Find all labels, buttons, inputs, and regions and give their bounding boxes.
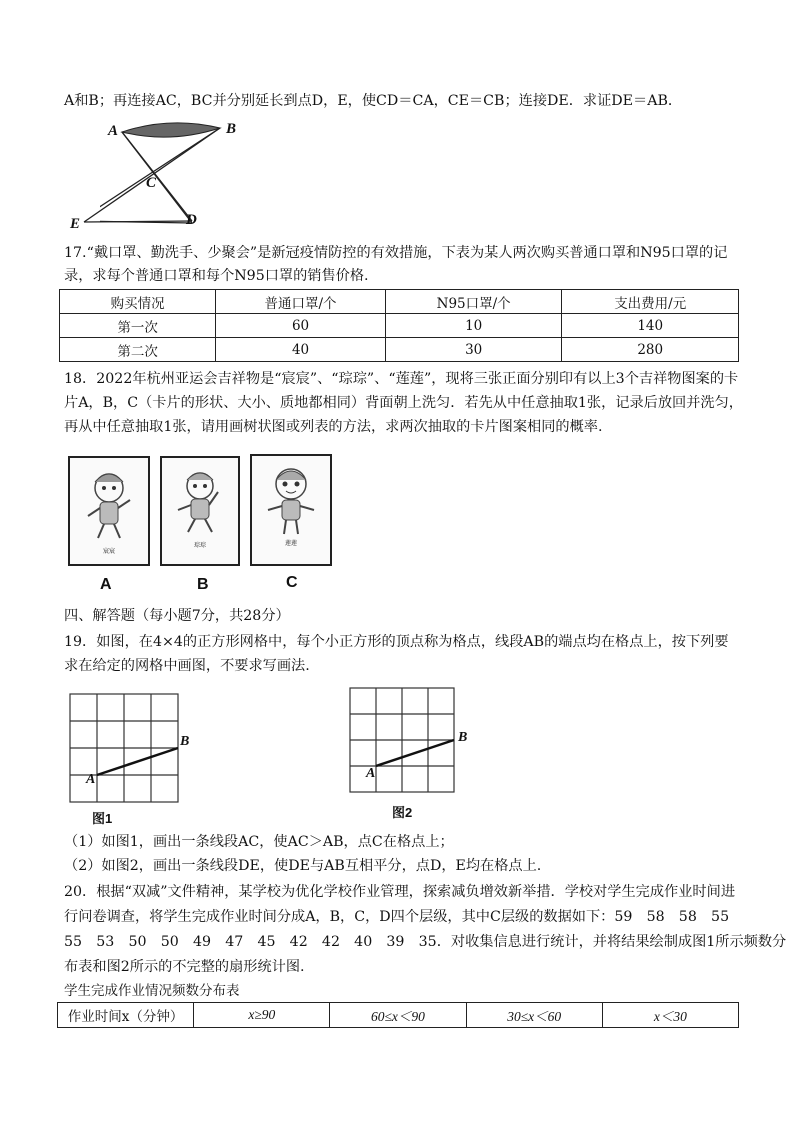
- table-cell: 第二次: [60, 338, 216, 362]
- table-header-cell: 60≤x＜90: [330, 1003, 466, 1028]
- q17-text-line2: 录，求每个普通口罩和每个N95口罩的销售价格.: [64, 268, 369, 284]
- q16-text: A和B；再连接AC，BC并分别延长到点D，E，使CD＝CA，CE＝CB；连接DE．求证DE＝AB．: [64, 93, 683, 109]
- fig1-caption: 图1: [92, 811, 113, 826]
- table-header-cell: x≥90: [194, 1003, 330, 1028]
- point-E-label: E: [70, 216, 81, 232]
- q19-grid-fig2: [346, 684, 506, 814]
- q18-text-line2: 片A，B，C（卡片的形状、大小、质地都相同）背面朝上洗匀．若先从中任意抽取1张，记录后放回并洗匀，: [64, 395, 743, 411]
- segment-AB-fig1: [97, 748, 178, 775]
- table-cell: 280: [562, 338, 739, 362]
- q20-text-line2: 行问卷调查，将学生完成作业时间分成A，B，C，D四个层级，其中C层级的数据如下：59 58 58 55: [64, 909, 730, 925]
- mascot-card-c: [250, 454, 332, 566]
- table-row: [60, 314, 739, 338]
- q20-text-line3: 55 53 50 50 49 47 45 42 42 40 39 35．对收集信息进行统计，并将结果绘制成图1所示频数分: [64, 934, 787, 950]
- q17-text-line1: 17.“戴口罩、勤洗手、少聚会”是新冠疫情防控的有效措施，下表为某人两次购买普通口罩和N95口罩的记: [64, 245, 728, 261]
- table-header-cell: N95口罩/个: [385, 290, 562, 314]
- table-cell: 30: [385, 338, 562, 362]
- fig2-point-B: B: [458, 730, 468, 745]
- point-D-label: D: [186, 212, 197, 228]
- mascot-card-a: [68, 456, 150, 566]
- table-row: [60, 338, 739, 362]
- fig1-point-A: A: [86, 772, 96, 787]
- q18-text-line1: 18．2022年杭州亚运会吉祥物是“宸宸”、“琮琮”、“莲莲”，现将三张正面分别印有以上3个吉祥物图案的卡: [64, 371, 739, 387]
- fig1-point-B: B: [180, 734, 190, 749]
- table-cell: 140: [562, 314, 739, 338]
- q19-grid-fig1: [64, 690, 244, 830]
- q19-sub2: （2）如图2，画出一条线段DE，使DE与AB互相平分，点D，E均在格点上.: [64, 858, 542, 874]
- mascot-a-name: 宸宸: [103, 548, 116, 555]
- mascot-c-icon: [252, 456, 330, 564]
- table-cell: 40: [216, 338, 386, 362]
- q20-frequency-table: [57, 1002, 739, 1028]
- q17-table: [59, 289, 739, 362]
- q19-text-line2: 求在给定的网格中画图，不要求写画法.: [64, 658, 310, 674]
- table-header-row: [58, 1003, 739, 1028]
- card-label-c: C: [286, 574, 298, 591]
- table-header-row: [60, 290, 739, 314]
- point-C-label: C: [146, 175, 157, 191]
- card-label-b: B: [197, 576, 209, 593]
- q19-text-line1: 19．如图，在4×4的正方形网格中，每个小正方形的顶点称为格点，线段AB的端点均在格点上，按下列要: [64, 634, 729, 650]
- section-heading: 四、解答题（每小题7分，共28分）: [64, 608, 290, 624]
- q20-text-line1: 20．根据“双减”文件精神，某学校为优化学校作业管理，探索减负增效新举措．学校对学生完成作业时间进: [64, 884, 736, 900]
- fig2-caption: 图2: [392, 805, 413, 820]
- table-cell: 10: [385, 314, 562, 338]
- segment-AB-fig2: [376, 740, 454, 766]
- point-A-label: A: [108, 123, 119, 139]
- card-label-a: A: [100, 576, 112, 593]
- q19-sub1: （1）如图1，画出一条线段AC，使AC＞AB，点C在格点上；: [64, 834, 454, 850]
- q18-text-line3: 再从中任意抽取1张，请用画树状图或列表的方法，求两次抽取的卡片图案相同的概率.: [64, 419, 603, 435]
- table-header-cell: x＜30: [602, 1003, 738, 1028]
- q20-text-line4: 布表和图2所示的不完整的扇形统计图.: [64, 959, 305, 975]
- table-cell: 60: [216, 314, 386, 338]
- mascot-c-name: 莲莲: [285, 540, 298, 547]
- point-B-label: B: [226, 121, 237, 137]
- table-header-cell: 作业时间x（分钟）: [58, 1003, 194, 1028]
- table-header-cell: 30≤x＜60: [466, 1003, 602, 1028]
- table-header-cell: 支出费用/元: [562, 290, 739, 314]
- table-header-cell: 购买情况: [60, 290, 216, 314]
- fig2-point-A: A: [366, 766, 376, 781]
- q20-table-title: 学生完成作业情况频数分布表: [64, 983, 240, 999]
- mascot-b-name: 琮琮: [194, 542, 207, 549]
- mascot-card-b: [160, 456, 240, 566]
- table-header-cell: 普通口罩/个: [216, 290, 386, 314]
- table-cell: 第一次: [60, 314, 216, 338]
